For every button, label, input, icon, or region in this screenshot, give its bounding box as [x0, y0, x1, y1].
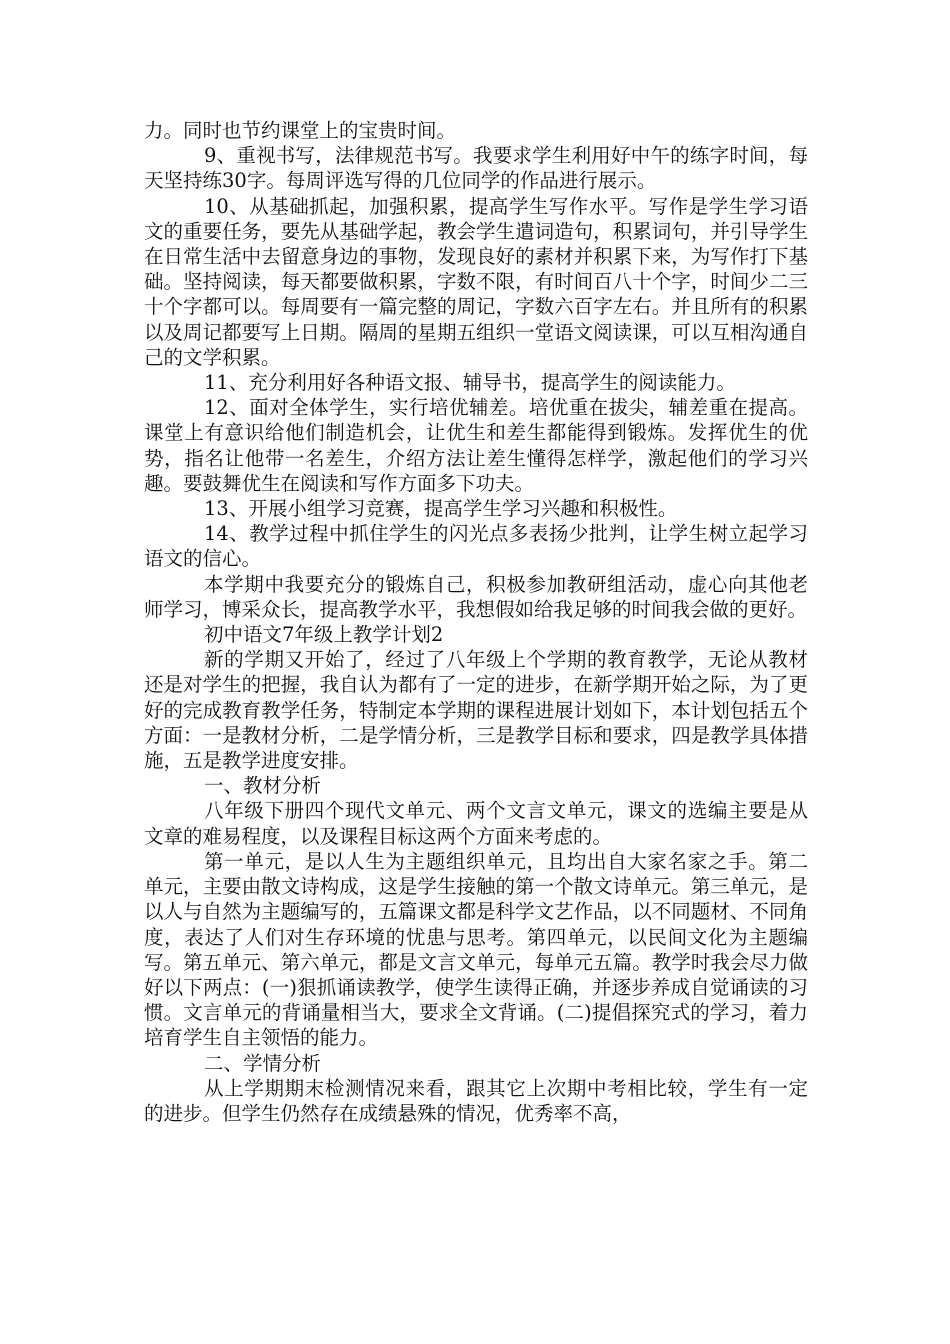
paragraph-item-9: 9、重视书写，法律规范书写。我要求学生利用好中午的练字时间，每天坚持练30字。每周评选写得的几位同学的作品进行展示。 — [144, 144, 808, 193]
paragraph-item-12: 12、面对全体学生，实行培优辅差。培优重在拔尖，辅差重在提高。课堂上有意识给他们制造机会，让优生和差生都能得到锻炼。发挥优生的优势，指名让他带一名差生，介绍方法让差生懂得怎样学，激起他们的学习兴趣。要鼓舞优生在阅读和写作方面多下功夫。 — [144, 396, 808, 495]
paragraph-item-10: 10、从基础抓起，加强积累，提高学生写作水平。写作是学生学习语文的重要任务，要先从基础学起，教会学生遣词造句，积累词句，并引导学生在日常生活中去留意身边的事物，发现良好的素材并积累下来，为写作打下基础。坚持阅读，每天都要做积累，字数不限，有时间百八十个字，时间少二三十个字都可以。每周要有一篇完整的周记，字数六百字左右。并且所有的积累以及周记都要写上日期。隔周的星期五组织一堂语文阅读课，可以互相沟通自己的文学积累。 — [144, 194, 808, 369]
paragraph-textbook-overview: 八年级下册四个现代文单元、两个文言文单元，课文的选编主要是从文章的难易程度，以及课程目标这两个方面来考虑的。 — [144, 799, 808, 848]
paragraph-item-14: 14、教学过程中抓住学生的闪光点多表扬少批判，让学生树立起学习语文的信心。 — [144, 522, 808, 571]
paragraph-student-analysis: 从上学期期末检测情况来看，跟其它上次期中考相比较，学生有一定的进步。但学生仍然存在成绩悬殊的情况，优秀率不高， — [144, 1076, 808, 1125]
paragraph-item-13: 13、开展小组学习竞赛，提高学生学习兴趣和积极性。 — [204, 497, 678, 521]
section-heading-textbook-analysis: 一、教材分析 — [204, 774, 322, 798]
paragraph-intro: 新的学期又开始了，经过了八年级上个学期的教育教学，无论从教材还是对学生的把握，我自认为都有了一定的进步，在新学期开始之际，为了更好的完成教育教学任务，特制定本学期的课程进展计划如下，本计划包括五个方面：一是教材分析，二是学情分析，三是教学目标和要求，四是教学具体措施，五是教学进度安排。 — [144, 648, 808, 773]
document-page — [144, 118, 808, 1126]
section-heading-student-analysis: 二、学情分析 — [204, 1051, 322, 1075]
paragraph-units-detail: 第一单元，是以人生为主题组织单元，且均出自大家名家之手。第二单元，主要由散文诗构成，这是学生接触的第一个散文诗单元。第三单元，是以人与自然为主题编写的，五篇课文都是科学文艺作品，以不同题材、不同角度，表达了人们对生存环境的忧患与思考。第四单元，以民间文化为主题编写。第五单元、第六单元，都是文言文单元，每单元五篇。教学时我会尽力做好以下两点：(一)狠抓诵读教学，使学生读得正确，并逐步养成自觉诵读的习惯。文言单元的背诵量相当大，要求全文背诵。(二)提倡探究式的学习，着力培育学生自主领悟的能力。 — [144, 849, 808, 1050]
paragraph-item-11: 11、充分利用好各种语文报、辅导书，提高学生的阅读能力。 — [204, 371, 736, 395]
document-title: 初中语文7年级上教学计划2 — [204, 623, 444, 647]
paragraph-continuation: 力。同时也节约课堂上的宝贵时间。 — [144, 119, 457, 142]
paragraph-conclusion: 本学期中我要充分的锻炼自己，积极参加教研组活动，虚心向其他老师学习，博采众长，提高教学水平，我想假如给我足够的时间我会做的更好。 — [144, 572, 808, 621]
